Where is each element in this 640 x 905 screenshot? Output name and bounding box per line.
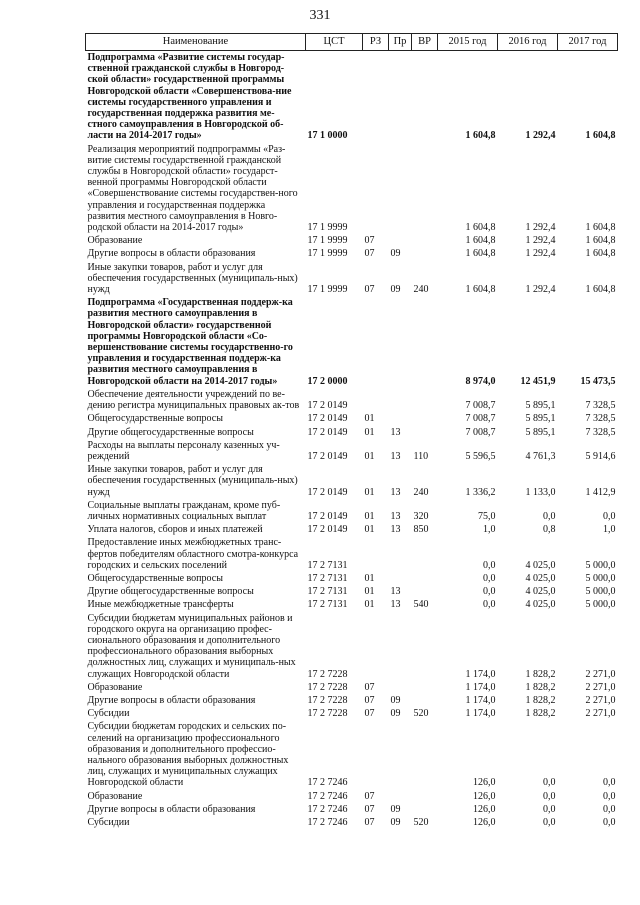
cell-cst: 17 2 0149	[307, 486, 348, 498]
cell-cst: 17 1 9999	[307, 248, 348, 260]
cell-2017: 1 604,8	[585, 130, 616, 142]
cell-2017: 5 914,6	[585, 450, 616, 462]
cell-cst: 17 2 7131	[307, 559, 348, 571]
cell-name: Субсидии бюджетам муниципальных районов и городского округа на организацию профес-сионального образования и дополнительного профессионального образования выборных должностных лиц, служащих и муниципаль-ных служащих Новгородской области	[87, 612, 296, 680]
table-row	[86, 816, 618, 829]
cell-2017: 0,0	[603, 790, 616, 802]
table-row	[86, 694, 618, 707]
cell-2016: 0,0	[543, 803, 556, 815]
table-row	[86, 707, 618, 720]
cell-vr	[412, 681, 438, 694]
cell-pr	[389, 51, 412, 143]
cell-2016: 1 828,2	[525, 668, 556, 680]
cell-pr	[389, 790, 412, 803]
table-row	[86, 803, 618, 816]
cell-rz: 07	[364, 817, 375, 828]
table-row	[86, 720, 618, 789]
cell-cst: 17 2 0149	[307, 524, 348, 536]
cell-cst: 17 2 7228	[307, 694, 348, 706]
cell-2017: 7 328,5	[585, 413, 616, 425]
cell-rz: 01	[364, 510, 375, 522]
cell-2015: 1 174,0	[465, 681, 496, 693]
cell-2015: 1 604,8	[465, 235, 496, 247]
cell-vr: 240	[413, 284, 429, 296]
cell-2017: 1 604,8	[585, 235, 616, 247]
cell-cst: 17 2 7131	[307, 572, 348, 584]
table-row	[86, 536, 618, 572]
cell-vr	[412, 720, 438, 789]
cell-2015: 126,0	[473, 777, 496, 789]
cell-2017: 0,0	[603, 803, 616, 815]
cell-cst: 17 2 7246	[307, 777, 348, 789]
header-name: Наименование	[86, 34, 306, 51]
cell-name: Расходы на выплаты персоналу казенных уч-реждений	[87, 439, 280, 462]
table-row	[86, 426, 618, 439]
cell-2017: 2 271,0	[585, 708, 616, 720]
cell-rz	[363, 536, 389, 572]
cell-2017: 1 604,8	[585, 222, 616, 234]
cell-cst: 17 2 7246	[307, 803, 348, 815]
cell-2015: 7 008,7	[465, 413, 496, 425]
cell-2016: 0,0	[543, 510, 556, 522]
cell-vr	[412, 585, 438, 598]
cell-vr	[412, 234, 438, 247]
cell-2015: 7 008,7	[465, 400, 496, 412]
cell-rz: 01	[364, 450, 375, 462]
cell-2015: 1 174,0	[465, 694, 496, 706]
cell-2015: 1 604,8	[465, 222, 496, 234]
cell-cst: 17 2 7228	[307, 708, 348, 720]
cell-pr: 09	[390, 708, 401, 720]
header-pr: Пр	[389, 34, 412, 51]
cell-2016: 4 761,3	[525, 450, 556, 462]
cell-name: Социальные выплаты гражданам, кроме пуб-личных нормативных социальных выплат	[87, 499, 281, 522]
cell-rz: 07	[364, 694, 375, 706]
cell-cst: 17 2 0149	[307, 450, 348, 462]
cell-2017: 7 328,5	[585, 400, 616, 412]
cell-2016: 1 828,2	[525, 694, 556, 706]
cell-name: Обеспечение деятельности учреждений по ве-дению регистра муниципальных правовых ак-тов	[87, 388, 300, 412]
table-row	[86, 261, 618, 297]
cell-rz: 01	[364, 413, 375, 425]
cell-2016: 4 025,0	[525, 586, 556, 598]
cell-2016: 4 025,0	[525, 599, 556, 611]
cell-2017: 1,0	[603, 524, 616, 536]
cell-rz: 07	[364, 803, 375, 815]
cell-2015: 0,0	[483, 599, 496, 611]
cell-name: Подпрограмма «Развитие системы государ-ственной гражданской службы в Новгород-ской области» государственной программы Новгородской области «Совершенствова-ние системы государственного управления и государственная поддержка развития ме-стного самоуправления в Новгородской об-ласти на 2014-2017 годы»	[87, 52, 292, 142]
cell-2017: 2 271,0	[585, 668, 616, 680]
cell-name: Другие вопросы в области образования	[87, 248, 256, 260]
cell-name: Реализация мероприятий подпрограммы «Раз-витие системы государственной гражданской службы в Новгородской области» государст-венной программы Новгородской области «Совершенствование системы государствен-ного управления и государственная поддержка развития местного самоуправления в Новго-родской области на 2014-2017 годы»	[87, 143, 298, 234]
cell-rz	[363, 388, 389, 412]
cell-2016: 1 828,2	[525, 681, 556, 693]
cell-rz: 07	[364, 681, 375, 693]
cell-2016: 5 895,1	[525, 400, 556, 412]
cell-2015: 0,0	[483, 559, 496, 571]
cell-2016: 4 025,0	[525, 559, 556, 571]
cell-pr	[389, 412, 412, 425]
cell-name: Образование	[87, 681, 143, 693]
cell-pr: 09	[390, 817, 401, 828]
table-row	[86, 439, 618, 463]
budget-table	[85, 33, 618, 829]
cell-name: Образование	[87, 790, 143, 802]
cell-2015: 1,0	[483, 524, 496, 536]
cell-name: Субсидии	[87, 708, 130, 720]
table-row	[86, 598, 618, 611]
cell-pr: 09	[390, 803, 401, 815]
cell-pr: 13	[390, 426, 401, 438]
cell-2016: 1 292,4	[525, 235, 556, 247]
cell-vr: 320	[413, 510, 429, 522]
cell-2017: 2 271,0	[585, 694, 616, 706]
header-2017: 2017 год	[558, 34, 618, 51]
cell-cst: 17 1 9999	[307, 222, 348, 234]
cell-2015: 126,0	[473, 790, 496, 802]
header-rz: РЗ	[363, 34, 389, 51]
cell-pr: 13	[390, 524, 401, 536]
cell-rz	[363, 720, 389, 789]
cell-2015: 0,0	[483, 572, 496, 584]
cell-rz	[363, 143, 389, 235]
cell-2015: 1 604,8	[465, 130, 496, 142]
table-row	[86, 412, 618, 425]
cell-2017: 7 328,5	[585, 426, 616, 438]
cell-vr	[412, 612, 438, 681]
cell-rz: 01	[364, 426, 375, 438]
cell-2017: 5 000,0	[585, 572, 616, 584]
cell-2017: 5 000,0	[585, 586, 616, 598]
cell-2017: 15 473,5	[580, 375, 616, 387]
cell-2015: 1 174,0	[465, 708, 496, 720]
cell-pr: 13	[390, 450, 401, 462]
cell-rz: 01	[364, 524, 375, 536]
cell-vr	[412, 412, 438, 425]
cell-name: Иные межбюджетные трансферты	[87, 599, 234, 611]
cell-cst: 17 2 0000	[307, 375, 348, 387]
cell-rz: 07	[364, 235, 375, 247]
cell-vr	[412, 388, 438, 412]
cell-2017: 1 604,8	[585, 284, 616, 296]
table-row	[86, 572, 618, 585]
cell-2015: 1 604,8	[465, 248, 496, 260]
cell-name: Предоставление иных межбюджетных транс-фертов победителям областного смотра-конкурса городских и сельских поселений	[87, 537, 299, 571]
cell-pr	[389, 143, 412, 235]
cell-vr	[412, 247, 438, 260]
cell-2017: 1 412,9	[585, 486, 616, 498]
cell-rz: 01	[364, 486, 375, 498]
cell-2016: 12 451,9	[520, 375, 556, 387]
cell-2017: 5 000,0	[585, 559, 616, 571]
table-row	[86, 247, 618, 260]
table-row	[86, 612, 618, 681]
cell-vr	[412, 536, 438, 572]
cell-pr	[389, 388, 412, 412]
cell-rz: 01	[364, 586, 375, 598]
cell-cst: 17 2 0149	[307, 426, 348, 438]
cell-vr	[412, 790, 438, 803]
cell-pr: 13	[390, 586, 401, 598]
cell-vr	[412, 51, 438, 143]
table-row	[86, 499, 618, 523]
cell-vr: 110	[413, 450, 429, 462]
cell-pr	[389, 681, 412, 694]
cell-cst: 17 2 7228	[307, 668, 348, 680]
table-row	[86, 296, 618, 388]
cell-2016: 5 895,1	[525, 413, 556, 425]
cell-rz: 07	[364, 708, 375, 720]
cell-2016: 5 895,1	[525, 426, 556, 438]
cell-2015: 75,0	[478, 510, 496, 522]
cell-name: Иные закупки товаров, работ и услуг для обеспечения государственных (муниципаль-ных) нужд	[87, 261, 298, 296]
table-row	[86, 234, 618, 247]
cell-pr: 09	[390, 248, 401, 260]
cell-pr: 09	[390, 284, 401, 296]
cell-2015: 126,0	[473, 817, 496, 828]
cell-2017: 0,0	[603, 777, 616, 789]
cell-name: Образование	[87, 235, 143, 247]
cell-name: Иные закупки товаров, работ и услуг для обеспечения государственных (муниципаль-ных) нужд	[87, 464, 298, 498]
table-row	[86, 585, 618, 598]
cell-cst: 17 2 7228	[307, 681, 348, 693]
cell-vr	[412, 296, 438, 388]
cell-rz: 01	[364, 572, 375, 584]
cell-rz: 07	[364, 248, 375, 260]
cell-pr	[389, 720, 412, 789]
cell-pr	[389, 572, 412, 585]
cell-vr: 520	[413, 817, 429, 828]
cell-cst: 17 2 0149	[307, 510, 348, 522]
cell-2016: 1 292,4	[525, 284, 556, 296]
cell-2016: 0,0	[543, 790, 556, 802]
cell-2015: 126,0	[473, 803, 496, 815]
cell-name: Общегосударственные вопросы	[87, 413, 223, 425]
cell-cst: 17 2 0149	[307, 400, 348, 412]
cell-cst: 17 2 0149	[307, 413, 348, 425]
cell-rz: 07	[364, 790, 375, 802]
cell-rz: 01	[364, 599, 375, 611]
cell-2016: 0,0	[543, 777, 556, 789]
table-row	[86, 523, 618, 536]
cell-cst: 17 2 7131	[307, 599, 348, 611]
cell-2017: 0,0	[603, 817, 616, 828]
cell-2016: 0,8	[543, 524, 556, 536]
table-row	[86, 51, 618, 143]
cell-name: Другие вопросы в области образования	[87, 694, 256, 706]
cell-vr: 850	[413, 524, 429, 536]
header-2016: 2016 год	[498, 34, 558, 51]
cell-name: Уплата налогов, сборов и иных платежей	[87, 524, 263, 536]
cell-name: Общегосударственные вопросы	[87, 572, 223, 584]
cell-2016: 1 292,4	[525, 130, 556, 142]
table-header	[86, 34, 618, 51]
cell-2015: 0,0	[483, 586, 496, 598]
page-number: 331	[309, 8, 331, 23]
cell-vr	[412, 572, 438, 585]
cell-2017: 5 000,0	[585, 599, 616, 611]
cell-2017: 0,0	[603, 510, 616, 522]
cell-pr	[389, 234, 412, 247]
cell-2015: 5 596,5	[465, 450, 496, 462]
cell-name: Другие общегосударственные вопросы	[87, 586, 254, 598]
cell-pr: 13	[390, 486, 401, 498]
cell-name: Подпрограмма «Государственная поддерж-ка развития местного самоуправления в Новгородской области» государственной программы Новгородской области «Со-вершенствование системы государственно-го управления и государственная поддерж-ка развития местного самоуправления в Новгородской области на 2014-2017 годы»	[87, 297, 293, 387]
table-body	[86, 51, 618, 830]
cell-vr	[412, 426, 438, 439]
table-row	[86, 388, 618, 412]
cell-pr: 13	[390, 510, 401, 522]
cell-cst: 17 2 7246	[307, 790, 348, 802]
cell-2015: 7 008,7	[465, 426, 496, 438]
cell-vr	[412, 143, 438, 235]
header-cst: ЦСТ	[306, 34, 363, 51]
cell-vr	[412, 803, 438, 816]
cell-rz	[363, 51, 389, 143]
cell-name: Субсидии	[87, 817, 130, 828]
cell-cst: 17 1 9999	[307, 235, 348, 247]
table-row	[86, 681, 618, 694]
cell-vr: 540	[413, 599, 429, 611]
cell-pr	[389, 612, 412, 681]
header-row	[86, 34, 618, 51]
cell-rz: 07	[364, 284, 375, 296]
cell-2016: 1 828,2	[525, 708, 556, 720]
cell-2016: 0,0	[543, 817, 556, 828]
cell-pr: 09	[390, 694, 401, 706]
header-2015: 2015 год	[438, 34, 498, 51]
cell-name: Субсидии бюджетам городских и сельских по-селений на организацию профессионального образования и дополнительного профессио-нального образования выборных должностных лиц, служащих и муниципальных служащих Новгородской области	[87, 721, 289, 789]
cell-pr	[389, 296, 412, 388]
cell-vr: 240	[413, 486, 429, 498]
cell-cst: 17 1 0000	[307, 130, 348, 142]
table-row	[86, 790, 618, 803]
cell-cst: 17 2 7246	[307, 817, 348, 828]
cell-rz	[363, 296, 389, 388]
cell-cst: 17 1 9999	[307, 284, 348, 296]
cell-2016: 4 025,0	[525, 572, 556, 584]
cell-2016: 1 292,4	[525, 248, 556, 260]
cell-2017: 1 604,8	[585, 248, 616, 260]
cell-2017: 2 271,0	[585, 681, 616, 693]
cell-pr	[389, 536, 412, 572]
cell-rz	[363, 612, 389, 681]
cell-2015: 1 174,0	[465, 668, 496, 680]
table-row	[86, 143, 618, 235]
cell-name: Другие общегосударственные вопросы	[87, 426, 254, 438]
cell-2016: 1 133,0	[525, 486, 556, 498]
cell-2015: 1 336,2	[465, 486, 496, 498]
cell-pr: 13	[390, 599, 401, 611]
cell-vr	[412, 694, 438, 707]
cell-vr: 520	[413, 708, 429, 720]
cell-cst: 17 2 7131	[307, 586, 348, 598]
table-row	[86, 463, 618, 499]
cell-2015: 1 604,8	[465, 284, 496, 296]
cell-name: Другие вопросы в области образования	[87, 803, 256, 815]
cell-2016: 1 292,4	[525, 222, 556, 234]
cell-2015: 8 974,0	[465, 375, 496, 387]
header-vr: ВР	[412, 34, 438, 51]
